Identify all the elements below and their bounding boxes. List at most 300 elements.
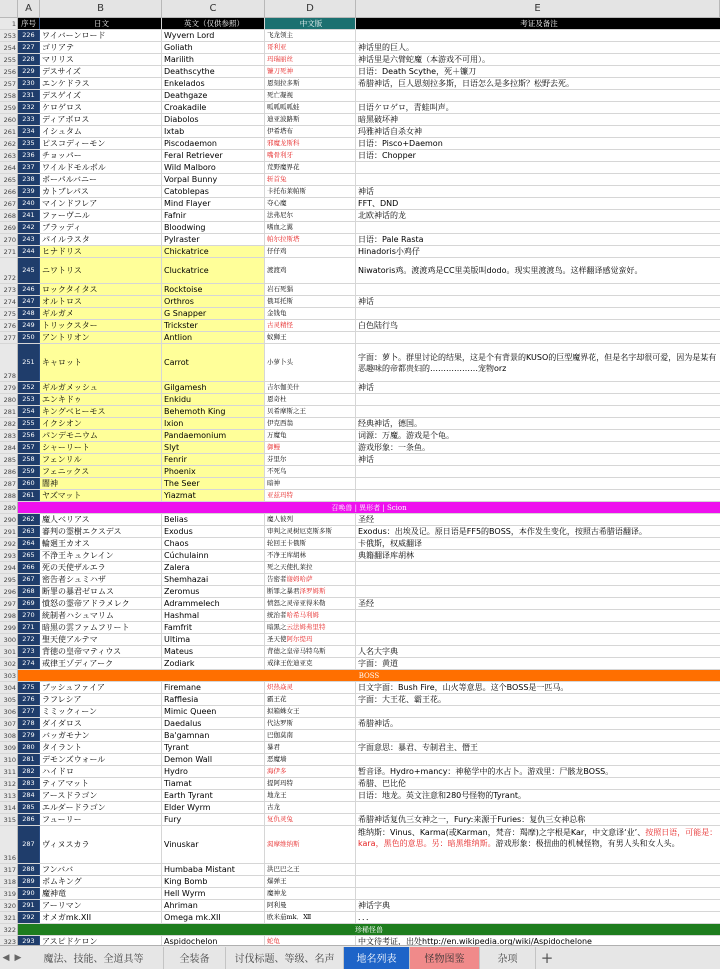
row-number[interactable]: 262	[0, 138, 18, 149]
row-number[interactable]: 255	[0, 54, 18, 65]
cell-chinese[interactable]: 邪魔龙斯科	[265, 138, 356, 149]
cell-notes[interactable]: 日语：Pisco+Daemon	[358, 139, 443, 148]
tab-monster-bestiary[interactable]: 怪物图鉴	[410, 947, 480, 969]
cell-japanese[interactable]: シャーリート	[40, 442, 162, 453]
row-number[interactable]: 293	[0, 550, 18, 561]
cell-chinese[interactable]	[265, 586, 356, 597]
cell-serial[interactable]: 235	[18, 138, 40, 149]
row-number[interactable]: 288	[0, 490, 18, 501]
cell-serial[interactable]: 243	[18, 234, 40, 245]
cell-notes[interactable]	[356, 332, 720, 343]
cell-english[interactable]: Phoenix	[162, 466, 265, 477]
cell-serial[interactable]: 230	[18, 78, 40, 89]
row-number[interactable]: 254	[0, 42, 18, 53]
column-header-a[interactable]: A	[18, 0, 40, 18]
header-japanese[interactable]: 日文	[40, 18, 162, 29]
cell-notes[interactable]	[356, 478, 720, 489]
cell-notes[interactable]: 日语ケロゲロ，青蛙叫声。	[358, 103, 454, 112]
cell-notes[interactable]	[356, 90, 720, 101]
cell-serial[interactable]: 256	[18, 430, 40, 441]
cell-japanese[interactable]: 魔神竜	[40, 888, 162, 899]
cell-chinese[interactable]: 拟箱蛛女王	[265, 706, 356, 717]
cell-serial[interactable]: 251	[18, 344, 40, 381]
row-number[interactable]: 285	[0, 454, 18, 465]
cell-japanese[interactable]: キャロット	[40, 344, 162, 381]
cell-serial[interactable]: 253	[18, 394, 40, 405]
row-number[interactable]: 274	[0, 296, 18, 307]
cell-notes[interactable]: 神话	[358, 383, 374, 392]
cell-japanese[interactable]: ワイバーンロード	[40, 30, 162, 41]
cell-serial[interactable]: 285	[18, 802, 40, 813]
row-number[interactable]: 287	[0, 478, 18, 489]
cell-english[interactable]: Wyvern Lord	[162, 30, 265, 41]
cell-notes[interactable]	[356, 634, 720, 645]
row-number[interactable]: 277	[0, 332, 18, 343]
cell-chinese[interactable]: 嘴骨利牙	[265, 150, 356, 161]
cell-serial[interactable]: 275	[18, 682, 40, 693]
cell-notes[interactable]: 暂音译。Hydro+mancy：神秘学中的水占卜。游戏里：尸骸龙BOSS。	[358, 767, 614, 776]
cell-japanese[interactable]: 魔人ベリアス	[40, 514, 162, 525]
next-sheet-icon[interactable]: ▶	[14, 952, 22, 963]
cell-chinese[interactable]: 俄耳托斯	[265, 296, 356, 307]
cell-serial[interactable]: 292	[18, 912, 40, 923]
cell-japanese[interactable]: ハイドロ	[40, 766, 162, 777]
column-header-c[interactable]: C	[162, 0, 265, 18]
cell-serial[interactable]: 259	[18, 466, 40, 477]
cell-japanese[interactable]: エンケドラス	[40, 78, 162, 89]
cell-japanese[interactable]: 統制者ハシュマリム	[40, 610, 162, 621]
cell-serial[interactable]: 237	[18, 162, 40, 173]
cell-serial[interactable]: 291	[18, 900, 40, 911]
cell-serial[interactable]: 231	[18, 90, 40, 101]
row-number[interactable]: 313	[0, 790, 18, 801]
section-heading[interactable]: 召唤兽 | 異形者 | Scion	[18, 502, 720, 513]
cell-english[interactable]: Goliath	[162, 42, 265, 53]
row-number[interactable]: 294	[0, 562, 18, 573]
cell-chinese[interactable]: 飞龙领主	[265, 30, 356, 41]
cell-serial[interactable]: 227	[18, 42, 40, 53]
cell-notes[interactable]	[356, 574, 720, 585]
cell-notes[interactable]: 字面：黄道	[358, 659, 398, 668]
row-number[interactable]: 261	[0, 126, 18, 137]
cell-notes[interactable]	[356, 394, 720, 405]
cell-chinese[interactable]: 镰刀死神	[265, 66, 356, 77]
cell-japanese[interactable]: 不浄王キュクレイン	[40, 550, 162, 561]
cell-serial[interactable]: 234	[18, 126, 40, 137]
cell-chinese[interactable]: 不净王库胡林	[265, 550, 356, 561]
cell-english[interactable]: Orthros	[162, 296, 265, 307]
cell-notes[interactable]: 北欧神话的龙	[358, 211, 406, 220]
row-number[interactable]: 268	[0, 210, 18, 221]
cell-serial[interactable]: 246	[18, 284, 40, 295]
cell-japanese[interactable]: バッガモナン	[40, 730, 162, 741]
cell-serial[interactable]: 271	[18, 622, 40, 633]
cell-chinese[interactable]: 提阿玛特	[265, 778, 356, 789]
cell-chinese[interactable]: 背德之皇帝马特乌斯	[265, 646, 356, 657]
row-number[interactable]: 290	[0, 514, 18, 525]
cell-english[interactable]: Zalera	[162, 562, 265, 573]
cell-notes[interactable]: 神话	[358, 455, 374, 464]
row-number[interactable]: 303	[0, 670, 18, 681]
cell-chinese[interactable]: 仔仔鸡	[265, 246, 356, 257]
header-english[interactable]: 英文（仅供参照）	[162, 18, 265, 29]
cell-notes[interactable]: 圣经	[358, 515, 374, 524]
cell-notes[interactable]: Niwatoris鸡。渡渡鸡是CC里美版叫dodo。现实里渡渡鸟。这样翻译感觉蛮好。	[358, 266, 643, 275]
cell-notes[interactable]	[356, 466, 720, 477]
row-number[interactable]: 257	[0, 78, 18, 89]
cell-japanese[interactable]: ティアマット	[40, 778, 162, 789]
cell-japanese[interactable]: デスサイズ	[40, 66, 162, 77]
cell-chinese[interactable]: 哥利亚	[265, 42, 356, 53]
row-number[interactable]: 311	[0, 766, 18, 777]
section-heading[interactable]: 珍稀怪兽	[18, 924, 720, 935]
cell-serial[interactable]: 287	[18, 826, 40, 863]
cell-chinese[interactable]: 蚁狮王	[265, 332, 356, 343]
cell-chinese[interactable]	[265, 622, 356, 633]
cell-chinese[interactable]: 蛇龟	[265, 936, 356, 945]
cell-english[interactable]: Mimic Queen	[162, 706, 265, 717]
row-number[interactable]: 272	[0, 258, 18, 283]
cell-chinese[interactable]: 斩首兔	[265, 174, 356, 185]
section-heading[interactable]: BOSS	[18, 670, 720, 681]
cell-japanese[interactable]: アースドラゴン	[40, 790, 162, 801]
row-number[interactable]: 286	[0, 466, 18, 477]
cell-chinese[interactable]: 呱呱呱呱蛙	[265, 102, 356, 113]
cell-serial[interactable]: 269	[18, 598, 40, 609]
cell-notes[interactable]	[356, 826, 720, 863]
cell-serial[interactable]: 289	[18, 876, 40, 887]
cell-english[interactable]: Zeromus	[162, 586, 265, 597]
cell-notes[interactable]: 希腊、巴比伦	[358, 779, 406, 788]
cell-notes[interactable]: 字面：萝卜。群里讨论的结果，这是个有背景的KUSO的巨型魔界花，但是名字却很可爱，因为是某有恶趣味的帝都贵妇的………………宠物orz	[358, 352, 717, 373]
cell-japanese[interactable]: フンババ	[40, 864, 162, 875]
cell-chinese[interactable]: 愤怒之灵帝亚得米勒	[265, 598, 356, 609]
cell-serial[interactable]: 265	[18, 550, 40, 561]
cell-chinese[interactable]: 魔人彼列	[265, 514, 356, 525]
cell-japanese[interactable]: ギルガメッシュ	[40, 382, 162, 393]
cell-japanese[interactable]: 憤怒の霊帝アドラメレク	[40, 598, 162, 609]
row-number[interactable]: 284	[0, 442, 18, 453]
cell-serial[interactable]: 283	[18, 778, 40, 789]
cell-english[interactable]: Gilgamesh	[162, 382, 265, 393]
cell-english[interactable]: Catoblepas	[162, 186, 265, 197]
cell-chinese[interactable]: 轮回王卡俄斯	[265, 538, 356, 549]
row-number[interactable]: 256	[0, 66, 18, 77]
cell-serial[interactable]: 281	[18, 754, 40, 765]
cell-english[interactable]: Rafflesia	[162, 694, 265, 705]
row-number[interactable]: 315	[0, 814, 18, 825]
cell-serial[interactable]: 236	[18, 150, 40, 161]
cell-serial[interactable]: 241	[18, 210, 40, 221]
cell-japanese[interactable]: パイルラスタ	[40, 234, 162, 245]
tab-place-names[interactable]: 地名列表	[344, 947, 410, 969]
cell-japanese[interactable]: キングベヒーモス	[40, 406, 162, 417]
cell-english[interactable]: Tiamat	[162, 778, 265, 789]
cell-notes[interactable]: 人名大字典	[358, 647, 398, 656]
cell-japanese[interactable]: ブラッディ	[40, 222, 162, 233]
cell-english[interactable]: The Seer	[162, 478, 265, 489]
cell-chinese[interactable]: 欧米茄mk．Ⅻ	[265, 912, 356, 923]
cell-serial[interactable]: 274	[18, 658, 40, 669]
cell-english[interactable]: Mind Flayer	[162, 198, 265, 209]
cell-notes[interactable]	[356, 622, 720, 633]
cell-serial[interactable]: 288	[18, 864, 40, 875]
cell-japanese[interactable]: 輪廻王カオス	[40, 538, 162, 549]
cell-english[interactable]: Diabolos	[162, 114, 265, 125]
cell-english[interactable]: Cluckatrice	[162, 258, 265, 283]
row-number[interactable]: 310	[0, 754, 18, 765]
cell-english[interactable]: Fury	[162, 814, 265, 825]
cell-english[interactable]: Pylraster	[162, 234, 265, 245]
cell-notes[interactable]: ．．．	[358, 913, 374, 922]
row-number[interactable]: 319	[0, 888, 18, 899]
cell-notes[interactable]: 日语：Death Scythe，死＋镰刀	[358, 67, 477, 76]
cell-serial[interactable]: 264	[18, 538, 40, 549]
cell-chinese[interactable]: 迪亚波路斯	[265, 114, 356, 125]
row-number[interactable]: 266	[0, 186, 18, 197]
row-number[interactable]: 307	[0, 718, 18, 729]
cell-chinese[interactable]: 恶魔墙	[265, 754, 356, 765]
row-number[interactable]: 320	[0, 900, 18, 911]
cell-japanese[interactable]: 密告者シュミハザ	[40, 574, 162, 585]
row-number[interactable]: 323	[0, 936, 18, 945]
row-number[interactable]: 308	[0, 730, 18, 741]
cell-english[interactable]: Vinuskar	[162, 826, 265, 863]
cell-serial[interactable]: 261	[18, 490, 40, 501]
cell-chinese[interactable]: 海伊多	[265, 766, 356, 777]
row-number[interactable]: 305	[0, 694, 18, 705]
cell-notes[interactable]	[356, 174, 720, 185]
cell-japanese[interactable]: ラフレシア	[40, 694, 162, 705]
cell-notes[interactable]	[356, 864, 720, 875]
cell-chinese[interactable]: 古龙	[265, 802, 356, 813]
cell-english[interactable]: Feral Retriever	[162, 150, 265, 161]
cell-notes[interactable]: 日语：地龙。英文注意和280号怪物的Tyrant。	[358, 791, 527, 800]
cell-japanese[interactable]: フェンリル	[40, 454, 162, 465]
cell-english[interactable]: Belias	[162, 514, 265, 525]
cell-serial[interactable]: 270	[18, 610, 40, 621]
cell-serial[interactable]: 244	[18, 246, 40, 257]
cell-notes[interactable]: 经典神话，德国。	[358, 419, 422, 428]
column-header-d[interactable]: D	[265, 0, 356, 18]
row-number[interactable]: 317	[0, 864, 18, 875]
cell-english[interactable]: Hashmal	[162, 610, 265, 621]
cell-chinese[interactable]: 死之天使扎莱拉	[265, 562, 356, 573]
cell-japanese[interactable]: パンデモニウム	[40, 430, 162, 441]
row-number[interactable]: 302	[0, 658, 18, 669]
cell-serial[interactable]: 258	[18, 454, 40, 465]
cell-serial[interactable]: 284	[18, 790, 40, 801]
cell-notes[interactable]	[356, 586, 720, 597]
cell-serial[interactable]: 242	[18, 222, 40, 233]
cell-japanese[interactable]: アスピドケロン	[40, 936, 162, 945]
cell-japanese[interactable]: ギルガメ	[40, 308, 162, 319]
cell-english[interactable]: Behemoth King	[162, 406, 265, 417]
cell-serial[interactable]: 260	[18, 478, 40, 489]
cell-notes[interactable]: 暗黑破坏神	[358, 115, 398, 124]
cell-japanese[interactable]: ワイルドモルボル	[40, 162, 162, 173]
cell-japanese[interactable]: エンキドゥ	[40, 394, 162, 405]
cell-serial[interactable]: 282	[18, 766, 40, 777]
cell-notes[interactable]: Hinadoris小鸡仔	[358, 247, 420, 256]
cell-serial[interactable]: 263	[18, 526, 40, 537]
cell-chinese[interactable]: 恩奇杜	[265, 394, 356, 405]
row-number[interactable]: 283	[0, 430, 18, 441]
cell-japanese[interactable]: ボーパルバニー	[40, 174, 162, 185]
cell-chinese[interactable]: 芬里尔	[265, 454, 356, 465]
cell-notes[interactable]	[356, 162, 720, 173]
cell-notes[interactable]	[356, 888, 720, 899]
tab-equipment[interactable]: 全装备	[164, 947, 226, 969]
cell-chinese[interactable]: 帕尔拉斯塔	[265, 234, 356, 245]
cell-english[interactable]: Yiazmat	[162, 490, 265, 501]
cell-english[interactable]: Wild Malboro	[162, 162, 265, 173]
cell-japanese[interactable]: 審判の霊樹エクスデス	[40, 526, 162, 537]
cell-chinese[interactable]: 地龙王	[265, 790, 356, 801]
cell-chinese[interactable]: 嗜血之翼	[265, 222, 356, 233]
cell-serial[interactable]: 272	[18, 634, 40, 645]
cell-notes[interactable]: 圣经	[358, 599, 374, 608]
cell-chinese[interactable]: 法弗尼尔	[265, 210, 356, 221]
cell-chinese[interactable]: 巴伽莫南	[265, 730, 356, 741]
cell-english[interactable]: Daedalus	[162, 718, 265, 729]
cell-chinese[interactable]: 暴君	[265, 742, 356, 753]
cell-chinese[interactable]: 死亡凝视	[265, 90, 356, 101]
cell-serial[interactable]: 248	[18, 308, 40, 319]
row-number[interactable]: 301	[0, 646, 18, 657]
cell-chinese[interactable]: 荒野魔界花	[265, 162, 356, 173]
cell-notes[interactable]: 日语：Pale Rasta	[358, 235, 424, 244]
cell-notes[interactable]	[356, 610, 720, 621]
cell-chinese[interactable]	[265, 574, 356, 585]
cell-japanese[interactable]: ミミックィーン	[40, 706, 162, 717]
cell-notes[interactable]: 神话	[358, 187, 374, 196]
column-header-b[interactable]: B	[40, 0, 162, 18]
cell-chinese[interactable]: 爆弹王	[265, 876, 356, 887]
cell-japanese[interactable]: 背徳の皇帝マティウス	[40, 646, 162, 657]
cell-notes[interactable]: 希腊神话，巨人恩刻拉多斯，日语怎么是多拉斯？松野去死。	[358, 79, 574, 88]
cell-notes[interactable]: 神话里是六臂蛇魔（本游戏不可用）。	[358, 55, 490, 64]
cell-serial[interactable]: 247	[18, 296, 40, 307]
cell-notes[interactable]: 词源：万魔。游戏是个龟。	[358, 431, 454, 440]
cell-notes[interactable]: 神话	[358, 297, 374, 306]
cell-japanese[interactable]: イシュタム	[40, 126, 162, 137]
cell-serial[interactable]: 277	[18, 706, 40, 717]
row-number[interactable]: 273	[0, 284, 18, 295]
cell-notes[interactable]: Exodus：出埃及记。原日语是FF5的BOSS，本作发生变化，按照古希腊语翻译。	[358, 527, 647, 536]
cell-english[interactable]: Adrammelech	[162, 598, 265, 609]
cell-japanese[interactable]: ヴィヌスカラ	[40, 826, 162, 863]
cell-english[interactable]: Enkelados	[162, 78, 265, 89]
cell-english[interactable]: Fenrir	[162, 454, 265, 465]
cell-english[interactable]: Hell Wyrm	[162, 888, 265, 899]
cell-notes[interactable]	[356, 308, 720, 319]
cell-serial[interactable]: 238	[18, 174, 40, 185]
cell-notes[interactable]: 日语：Chopper	[358, 151, 416, 160]
cell-serial[interactable]: 254	[18, 406, 40, 417]
row-number[interactable]: 298	[0, 610, 18, 621]
cell-serial[interactable]: 233	[18, 114, 40, 125]
cell-notes[interactable]	[356, 730, 720, 741]
cell-english[interactable]: Chaos	[162, 538, 265, 549]
cell-serial[interactable]: 278	[18, 718, 40, 729]
cell-serial[interactable]: 250	[18, 332, 40, 343]
cell-english[interactable]: Pandaemonium	[162, 430, 265, 441]
cell-japanese[interactable]: オルトロス	[40, 296, 162, 307]
cell-japanese[interactable]: エルダードラゴン	[40, 802, 162, 813]
cell-notes[interactable]	[356, 706, 720, 717]
row-number[interactable]: 281	[0, 406, 18, 417]
cell-notes[interactable]: 中文待考证，出处http://en.wikipedia.org/wiki/Aspidochelone	[358, 937, 592, 945]
row-number[interactable]: 279	[0, 382, 18, 393]
cell-notes[interactable]	[356, 284, 720, 295]
cell-japanese[interactable]: アントリオン	[40, 332, 162, 343]
cell-japanese[interactable]: ボムキング	[40, 876, 162, 887]
cell-chinese[interactable]: 暗神	[265, 478, 356, 489]
cell-japanese[interactable]: マリリス	[40, 54, 162, 65]
cell-chinese[interactable]	[265, 610, 356, 621]
cell-chinese[interactable]: 复仇灵兔	[265, 814, 356, 825]
cell-english[interactable]: Slyt	[162, 442, 265, 453]
cell-chinese[interactable]: 御鳗	[265, 442, 356, 453]
cell-serial[interactable]: 226	[18, 30, 40, 41]
cell-chinese[interactable]: 古灵精怪	[265, 320, 356, 331]
cell-english[interactable]: Fafnir	[162, 210, 265, 221]
cell-chinese[interactable]: 恩刻拉多斯	[265, 78, 356, 89]
cell-serial[interactable]: 273	[18, 646, 40, 657]
cell-english[interactable]: Demon Wall	[162, 754, 265, 765]
cell-notes[interactable]	[356, 562, 720, 573]
row-number[interactable]: 260	[0, 114, 18, 125]
cell-serial[interactable]: 286	[18, 814, 40, 825]
cell-japanese[interactable]: ニワトリス	[40, 258, 162, 283]
cell-japanese[interactable]: 死の天使ザルエラ	[40, 562, 162, 573]
row-number[interactable]: 291	[0, 526, 18, 537]
cell-japanese[interactable]: イクシオン	[40, 418, 162, 429]
cell-japanese[interactable]: トリックスター	[40, 320, 162, 331]
cell-english[interactable]: Hydro	[162, 766, 265, 777]
row-number[interactable]: 318	[0, 876, 18, 887]
cell-notes[interactable]: 希腊神话。	[358, 719, 398, 728]
cell-english[interactable]: Vorpal Bunny	[162, 174, 265, 185]
cell-chinese[interactable]: 阿利曼	[265, 900, 356, 911]
cell-chinese[interactable]: 戒律王佐迪亚克	[265, 658, 356, 669]
row-number[interactable]: 269	[0, 222, 18, 233]
cell-english[interactable]: Enkidu	[162, 394, 265, 405]
cell-chinese[interactable]: 岩石死猖	[265, 284, 356, 295]
cell-serial[interactable]: 257	[18, 442, 40, 453]
cell-japanese[interactable]: ロックタイタス	[40, 284, 162, 295]
row-number[interactable]: 300	[0, 634, 18, 645]
cell-english[interactable]: Ultima	[162, 634, 265, 645]
row-number[interactable]: 253	[0, 30, 18, 41]
cell-serial[interactable]: 290	[18, 888, 40, 899]
cell-english[interactable]: Shemhazai	[162, 574, 265, 585]
row-number[interactable]: 309	[0, 742, 18, 753]
cell-serial[interactable]: 232	[18, 102, 40, 113]
cell-japanese[interactable]: ブッシュファイア	[40, 682, 162, 693]
cell-english[interactable]: Rocktoise	[162, 284, 265, 295]
tab-misc[interactable]: 杂项	[480, 947, 536, 969]
cell-chinese[interactable]: 伊希塔布	[265, 126, 356, 137]
row-number[interactable]: 321	[0, 912, 18, 923]
cell-serial[interactable]: 279	[18, 730, 40, 741]
cell-serial[interactable]: 255	[18, 418, 40, 429]
cell-japanese[interactable]: ケロゲロス	[40, 102, 162, 113]
cell-notes[interactable]: 卡俄斯，权威翻译	[358, 539, 422, 548]
cell-english[interactable]: Ba'gamnan	[162, 730, 265, 741]
cell-notes[interactable]: 字面意思：暴君、专制君主、僭王	[358, 743, 478, 752]
